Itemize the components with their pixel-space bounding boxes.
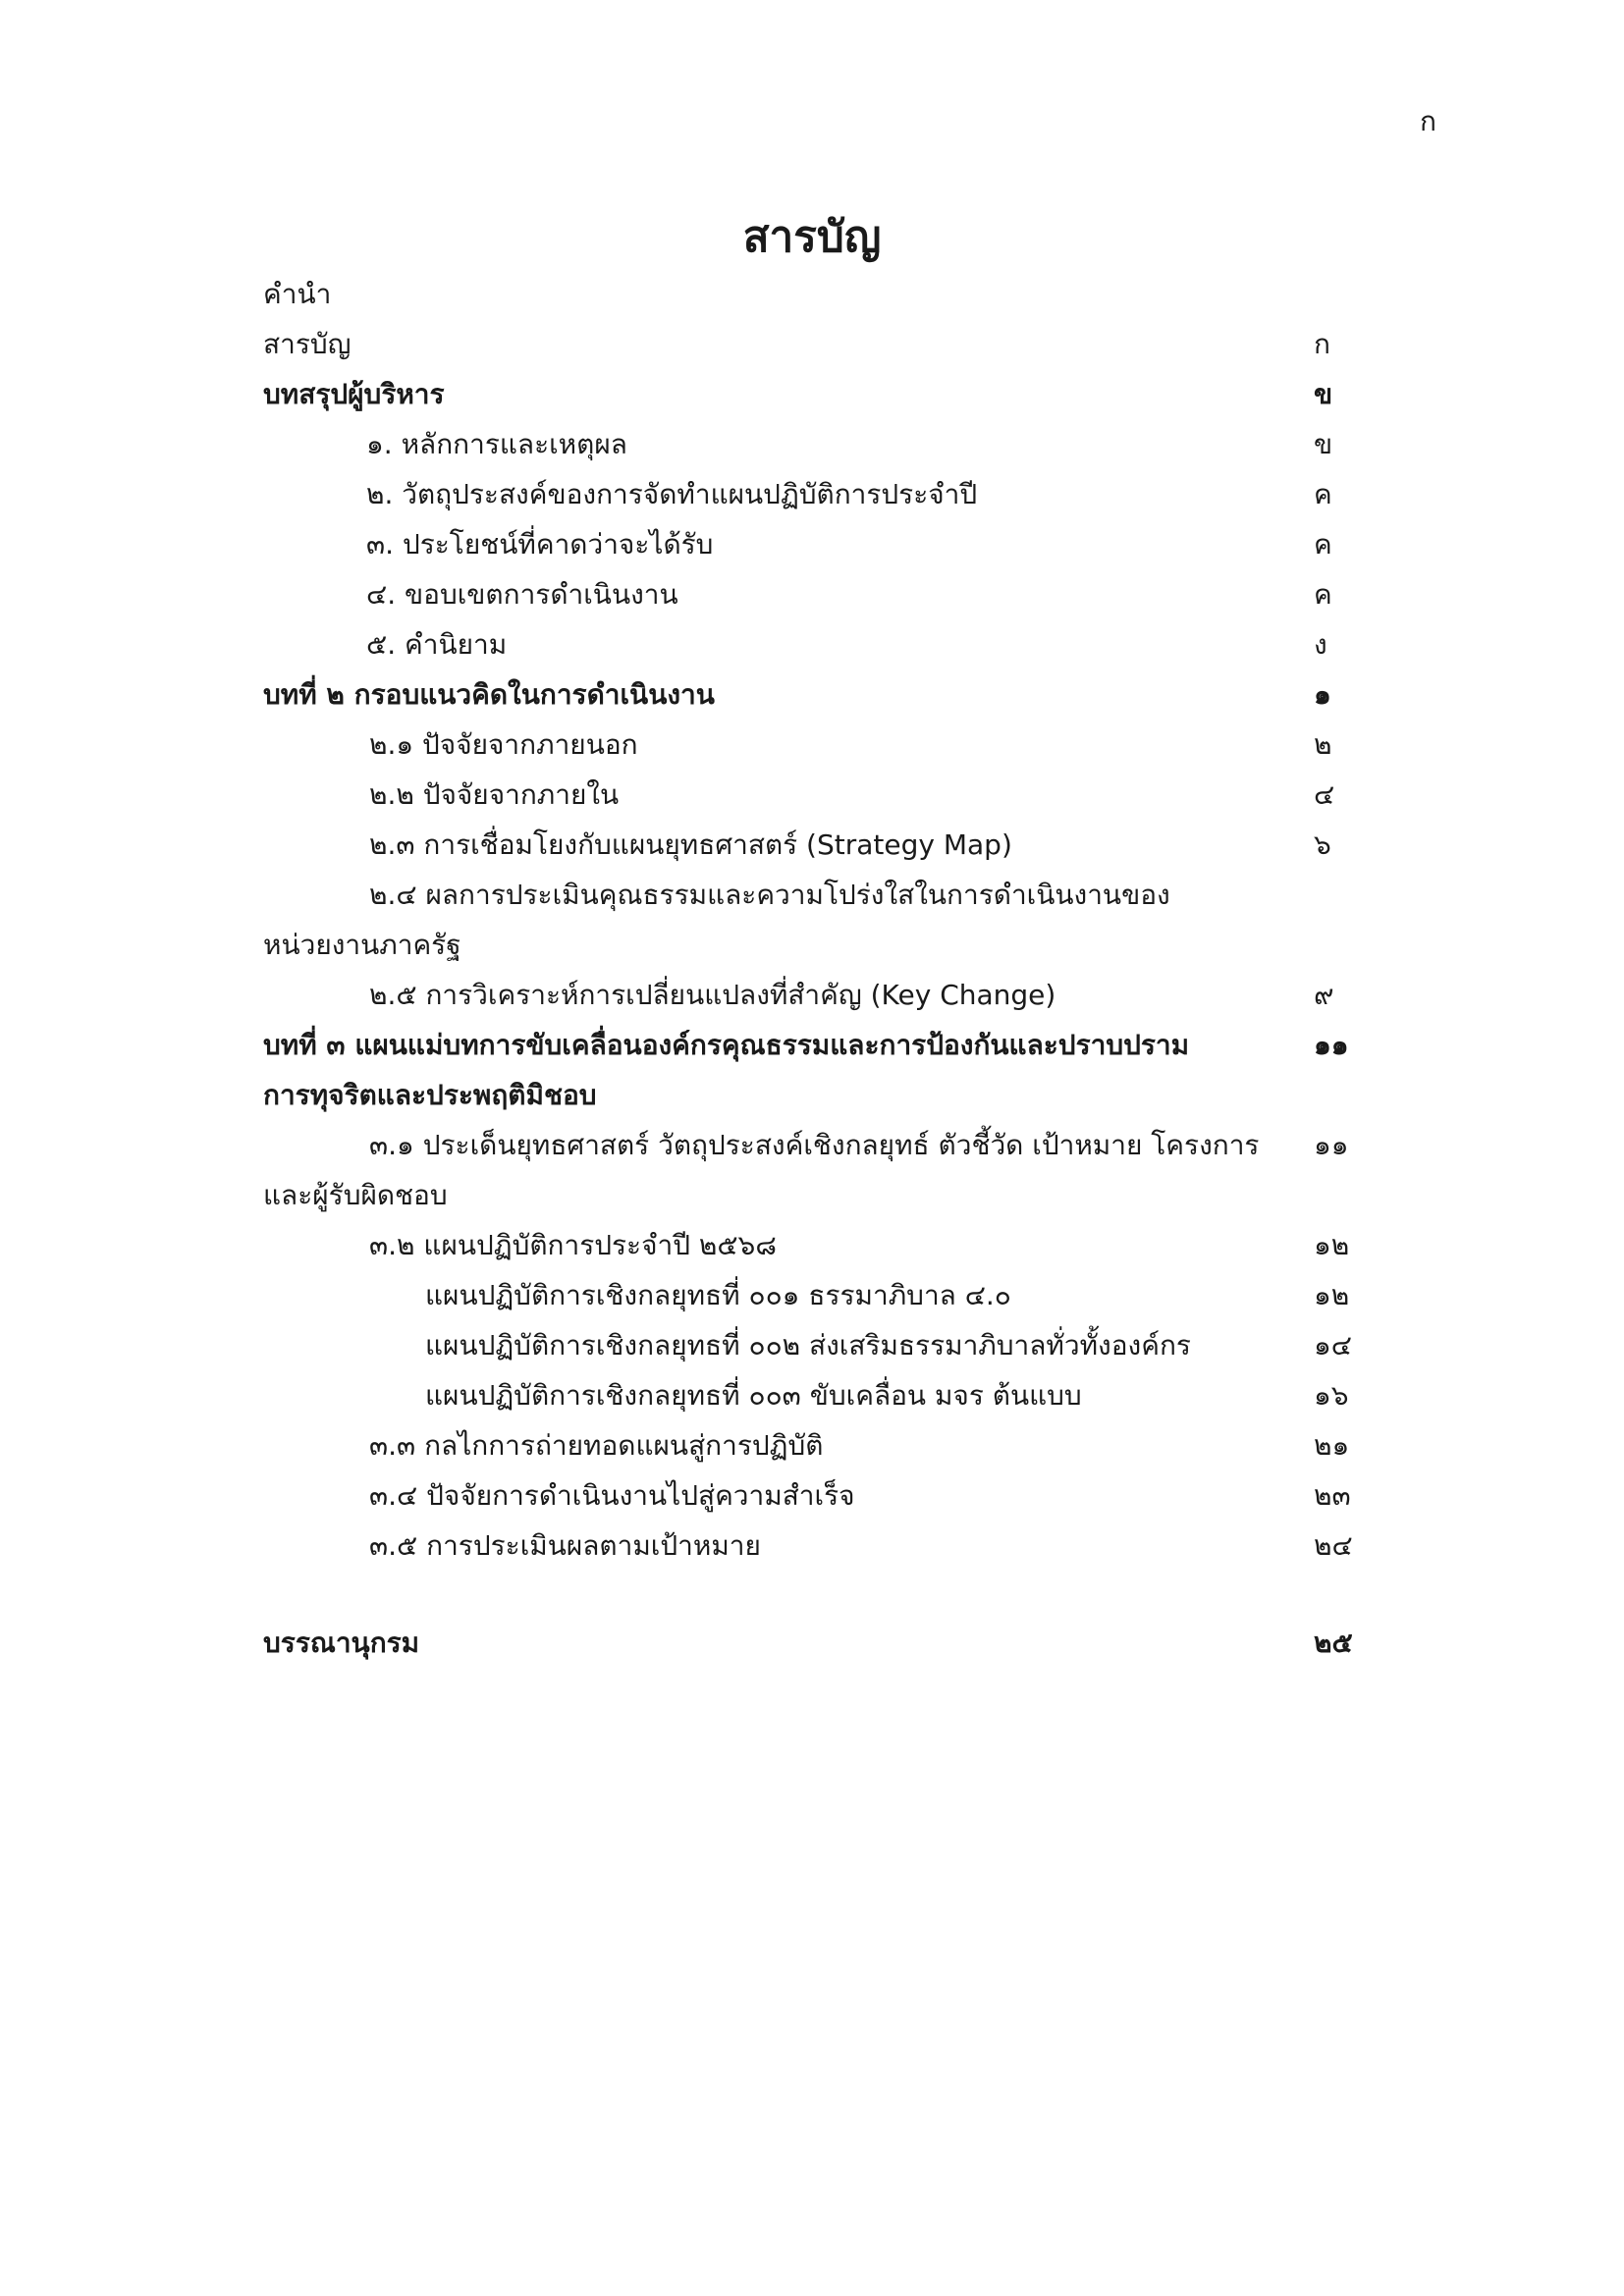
toc-entry-contents[interactable]: [263, 319, 1349, 369]
toc-entry-text: สารบัญ: [263, 328, 352, 360]
toc-entry-section-2[interactable]: [263, 469, 1349, 519]
toc-entry-text: แผนปฏิบัติการเชิงกลยุทธที่ ๐๐๒ ส่งเสริมธรรมาภิบาลทั่วทั้งองค์กร: [425, 1329, 1191, 1362]
toc-entry-page: ข: [1314, 378, 1333, 410]
toc-entry-text: ๕. คำนิยาม: [366, 628, 508, 661]
toc-entry-page: ๒: [1314, 728, 1332, 761]
toc-entry-chapter-3[interactable]: [263, 1020, 1349, 1070]
toc-entry-section-5[interactable]: [263, 619, 1349, 669]
toc-entry-text: ๒.๑ ปัจจัยจากภายนอก: [369, 728, 638, 761]
toc-entry-text: การทุจริตและประพฤติมิชอบ: [263, 1079, 597, 1111]
toc-entry-text: ๒. วัตถุประสงค์ของการจัดทำแผนปฏิบัติการประจำปี: [366, 478, 978, 510]
toc-entry-3-4[interactable]: [263, 1470, 1349, 1521]
toc-entry-2-2[interactable]: [263, 770, 1349, 820]
toc-entry-page: ก: [1314, 328, 1330, 360]
toc-entry-2-4[interactable]: [263, 870, 1349, 920]
toc-entry-section-1[interactable]: [263, 419, 1349, 469]
toc-entry-text: ๓.๕ การประเมินผลตามเป้าหมาย: [369, 1529, 761, 1562]
toc-entry-3-1-continued[interactable]: [263, 1170, 1349, 1220]
toc-entry-2-5[interactable]: [263, 970, 1349, 1020]
toc-entry-3-3[interactable]: [263, 1420, 1349, 1470]
toc-entry-text: บทสรุปผู้บริหาร: [263, 378, 445, 410]
toc-entry-text: ๓.๒ แผนปฏิบัติการประจำปี ๒๕๖๘: [369, 1229, 777, 1261]
toc-entry-foreword[interactable]: [263, 269, 1349, 319]
toc-entry-text: ๓. ประโยชน์ที่คาดว่าจะได้รับ: [366, 528, 714, 561]
toc-entry-page: ๑๑: [1314, 1029, 1349, 1061]
toc-entry-plan-001[interactable]: [263, 1270, 1349, 1320]
page-number: ก: [1420, 105, 1436, 137]
toc-entry-2-3[interactable]: [263, 820, 1349, 870]
toc-entry-plan-002[interactable]: [263, 1320, 1352, 1370]
toc-entry-text: ๒.๕ การวิเคราะห์การเปลี่ยนแปลงที่สำคัญ (Key Change): [369, 979, 1056, 1011]
toc-entry-text: ๒.๓ การเชื่อมโยงกับแผนยุทธศาสตร์ (Strategy Map): [369, 828, 1012, 861]
toc-entry-page: ง: [1314, 628, 1327, 661]
toc-entry-text: ๒.๒ ปัจจัยจากภายใน: [369, 778, 620, 811]
toc-entry-3-1[interactable]: [263, 1120, 1349, 1170]
toc-entry-page: ๒๓: [1314, 1479, 1351, 1512]
toc-entry-text: คำนำ: [263, 278, 332, 310]
toc-entry-section-3[interactable]: [263, 519, 1349, 569]
toc-entry-page: ๑๔: [1314, 1329, 1352, 1362]
table-of-contents: [263, 269, 1353, 1668]
toc-entry-page: ๒๔: [1314, 1529, 1353, 1562]
toc-entry-text: ๔. ขอบเขตการดำเนินงาน: [366, 578, 678, 611]
toc-entry-text: และผู้รับผิดชอบ: [263, 1179, 448, 1211]
toc-entry-2-4-continued[interactable]: [263, 920, 1349, 970]
toc-entry-page: ๙: [1314, 979, 1334, 1011]
toc-entry-page: ค: [1314, 478, 1332, 510]
toc-entry-text: บทที่ ๒ กรอบแนวคิดในการดำเนินงาน: [263, 678, 715, 711]
toc-entry-section-4[interactable]: [263, 569, 1349, 619]
toc-entry-text: แผนปฏิบัติการเชิงกลยุทธที่ ๐๐๑ ธรรมาภิบาล ๔.๐: [425, 1279, 1011, 1311]
toc-entry-text: ๓.๓ กลไกการถ่ายทอดแผนสู่การปฏิบัติ: [369, 1429, 824, 1462]
toc-entry-text: บทที่ ๓ แผนแม่บทการขับเคลื่อนองค์กรคุณธรรมและการป้องกันและปราบปราม: [263, 1029, 1190, 1061]
toc-entry-page: ๒๕: [1314, 1627, 1353, 1659]
toc-entry-executive-summary[interactable]: [263, 369, 1349, 419]
toc-entry-page: ๑๑: [1314, 1129, 1349, 1161]
toc-entry-text: ๓.๔ ปัจจัยการดำเนินงานไปสู่ความสำเร็จ: [369, 1479, 855, 1512]
toc-entry-page: ๒๑: [1314, 1429, 1350, 1462]
toc-entry-chapter-3-continued[interactable]: [263, 1070, 1349, 1120]
toc-entry-chapter-2[interactable]: [263, 669, 1349, 720]
toc-entry-page: ๖: [1314, 828, 1331, 861]
toc-entry-text: บรรณานุกรม: [263, 1627, 420, 1659]
toc-entry-page: ๑๒: [1314, 1279, 1350, 1311]
toc-entry-3-5[interactable]: [263, 1521, 1353, 1571]
toc-entry-3-2[interactable]: [263, 1220, 1349, 1270]
toc-entry-page: ข: [1314, 428, 1333, 460]
toc-entry-page: ค: [1314, 578, 1332, 611]
toc-entry-text: ๑. หลักการและเหตุผล: [366, 428, 627, 460]
toc-entry-2-1[interactable]: [263, 720, 1349, 770]
toc-entry-page: ๑: [1314, 678, 1331, 711]
toc-entry-page: ๑๖: [1314, 1379, 1349, 1412]
toc-entry-bibliography[interactable]: [263, 1618, 1353, 1668]
toc-entry-page: ๔: [1314, 778, 1335, 811]
toc-entry-text: แผนปฏิบัติการเชิงกลยุทธที่ ๐๐๓ ขับเคลื่อน มจร ต้นแบบ: [425, 1379, 1082, 1412]
toc-entry-page: ค: [1314, 528, 1332, 561]
document-title: สารบัญ: [742, 212, 882, 262]
toc-entry-plan-003[interactable]: [263, 1370, 1349, 1420]
toc-entry-text: ๒.๔ ผลการประเมินคุณธรรมและความโปร่งใสในการดำเนินงานของ: [369, 879, 1170, 911]
toc-entry-text: ๓.๑ ประเด็นยุทธศาสตร์ วัตถุประสงค์เชิงกลยุทธ์ ตัวชี้วัด เป้าหมาย โครงการ: [369, 1129, 1260, 1161]
toc-entry-text: หน่วยงานภาครัฐ: [263, 929, 461, 961]
toc-entry-page: ๑๒: [1314, 1229, 1350, 1261]
